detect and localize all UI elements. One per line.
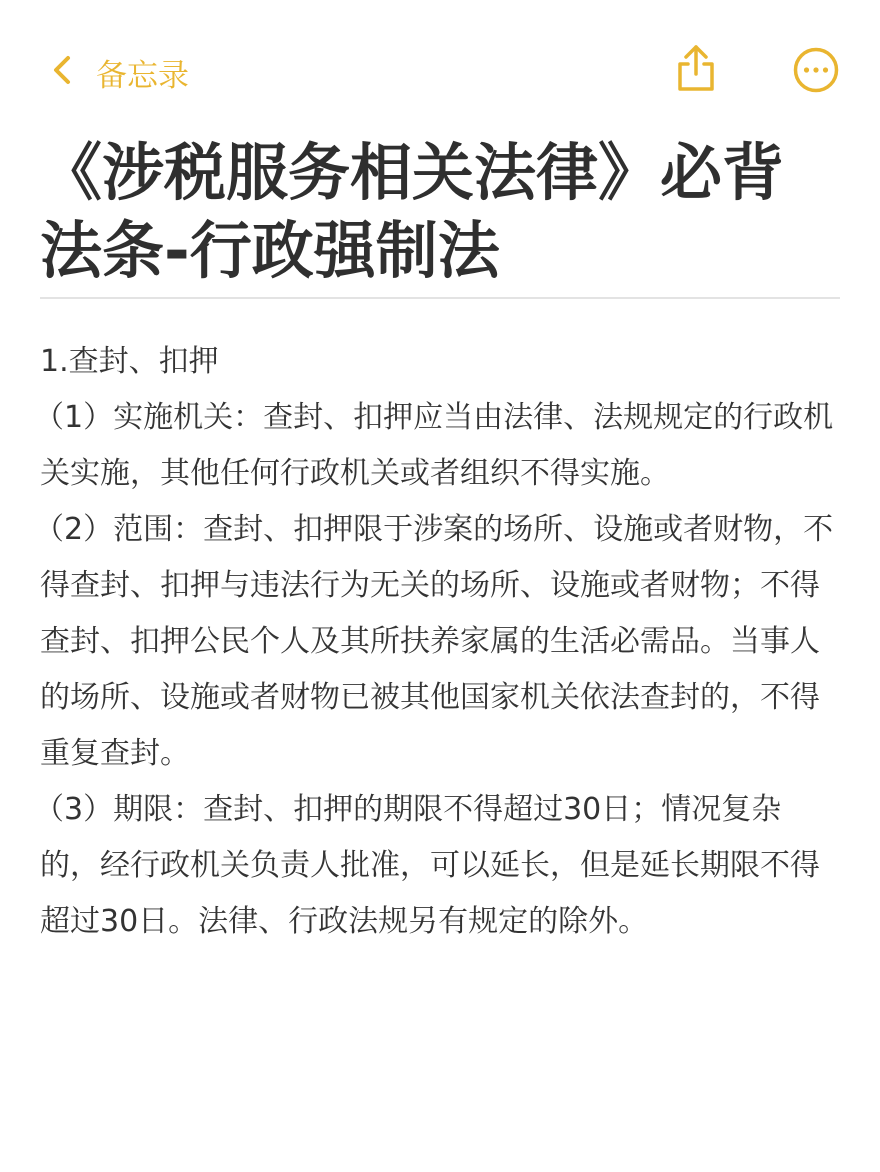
navigation-bar xyxy=(0,0,880,140)
note-body[interactable] xyxy=(34,334,840,950)
note-paragraph: 1.查封、扣押 xyxy=(40,344,219,379)
chevron-left-icon xyxy=(50,52,74,92)
note-paragraph: （3）期限：查封、扣押的期限不得超过30日；情况复杂的，经行政机关负责人批准，可以延长，但是延长期限不得超过30日。法律、行政法规另有规定的除外。 xyxy=(34,792,820,939)
note-title: 《涉税服务相关法律》必背法条-行政强制法 xyxy=(40,136,785,287)
back-button[interactable] xyxy=(50,48,189,96)
back-label: 备忘录 xyxy=(96,57,189,94)
note-paragraph: （1）实施机关：查封、扣押应当由法律、法规规定的行政机关实施，其他任何行政机关或者组织不得实施。 xyxy=(34,400,834,491)
share-button[interactable] xyxy=(672,42,720,94)
share-icon xyxy=(672,42,720,94)
more-icon xyxy=(792,46,840,94)
more-button[interactable] xyxy=(792,46,840,94)
note-paragraph: （2）范围：查封、扣押限于涉案的场所、设施或者财物，不得查封、扣押与违法行为无关的场所、设施或者财物；不得查封、扣押公民个人及其所扶养家属的生活必需品。当事人的场所、设施或者财物已被其他国家机关依法查封的，不得重复查封。 xyxy=(34,512,834,771)
title-divider xyxy=(40,297,840,299)
